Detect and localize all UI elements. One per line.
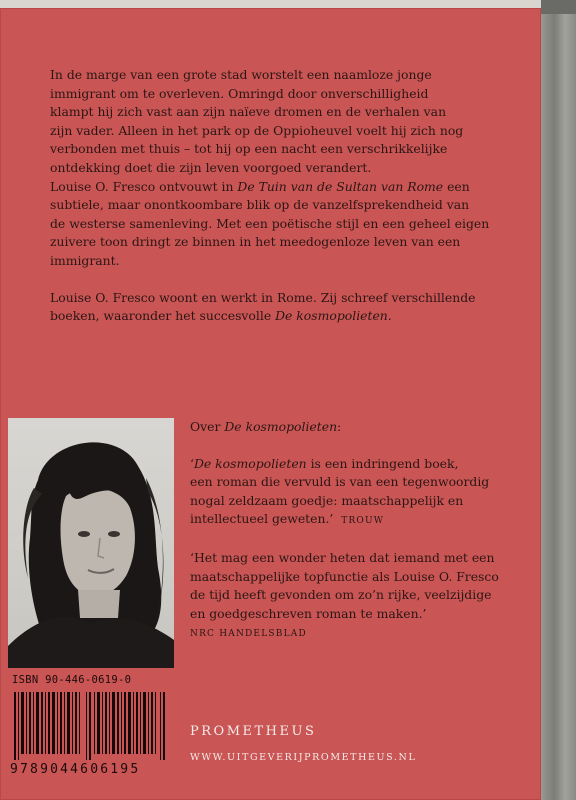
- review-source: TROUW: [341, 516, 385, 527]
- review-book-title: De kosmopolieten: [193, 455, 307, 471]
- reviews-heading-text: Over: [190, 419, 225, 434]
- reviewed-book-title: De kosmopolieten: [224, 419, 338, 434]
- blurb: [50, 66, 525, 326]
- blurb-text: Louise O. Fresco ontvouwt in: [50, 178, 238, 194]
- review-text: is een indringend boek,: [306, 455, 459, 471]
- barcode-area: [8, 668, 174, 778]
- publisher-logo: PROMETHEUS: [190, 724, 317, 739]
- blurb-line: zijn vader. Alleen in het park op de Oppioheuvel voelt hij zich nog: [50, 122, 464, 138]
- review-line: ‘Het mag een wonder heten dat iemand met een: [190, 549, 495, 565]
- isbn-label: ISBN 90-446-0619-0: [12, 674, 132, 686]
- barcode-icon: [12, 692, 170, 760]
- blurb-line: verbonden met thuis – tot hij op een nacht een verschrikkelijke: [50, 141, 448, 157]
- publisher-url: WWW.UITGEVERIJPROMETHEUS.NL: [190, 752, 417, 763]
- back-cover: [0, 8, 541, 800]
- author-bio-text: .: [387, 308, 392, 324]
- quote-mark: ‘: [190, 455, 194, 471]
- blurb-line: immigrant.: [50, 252, 120, 268]
- review-source: NRC HANDELSBLAD: [190, 629, 307, 640]
- blurb-line: immigrant om te overleven. Omringd door onverschilligheid: [50, 85, 429, 101]
- blurb-line: klampt hij zich vast aan zijn naïeve dromen en de verhalen van: [50, 104, 447, 120]
- review-line: [190, 455, 525, 474]
- blurb-text: een: [443, 178, 470, 194]
- paragraph-gap: [190, 437, 525, 455]
- blurb-line: de westerse samenleving. Met een poëtische stijl en een geheel eigen: [50, 215, 490, 231]
- review-line: [190, 510, 525, 531]
- blurb-line: zuivere toon dringt ze binnen in het meedogenloze leven van een: [50, 234, 461, 250]
- book-spine: [540, 0, 576, 800]
- paragraph-gap: [190, 531, 525, 549]
- blurb-line: subtiele, maar onontkoombare blik op de vanzelfsprekendheid van: [50, 197, 470, 213]
- review-line: en goedgeschreven roman te maken.’: [190, 605, 427, 621]
- paragraph-gap: [50, 271, 525, 289]
- author-bio-line: Louise O. Fresco woont en werkt in Rome. Zij schreef verschillende: [50, 289, 476, 305]
- review-line: de tijd heeft gevonden om zo’n rijke, veelzijdige: [190, 587, 492, 603]
- author-bio-line: [50, 307, 525, 326]
- previous-book-title: De kosmopolieten: [275, 308, 388, 324]
- reviews: [190, 418, 525, 644]
- review-source-line: [190, 623, 525, 644]
- author-bio-text: boeken, waaronder het succesvolle: [50, 308, 276, 324]
- author-photo: [8, 418, 174, 668]
- blurb-line: ontdekking doet die zijn leven voorgoed verandert.: [50, 159, 372, 175]
- book-title: De Tuin van de Sultan van Rome: [237, 178, 444, 194]
- review-line: een roman die vervuld is van een tegenwoordig: [190, 474, 490, 490]
- reviews-heading: [190, 418, 525, 437]
- blurb-line: In de marge van een grote stad worstelt een naamloze jonge: [50, 67, 432, 82]
- reviews-heading-text: :: [337, 419, 342, 434]
- spine-top-edge: [540, 0, 576, 14]
- review-text: intellectueel geweten.’: [190, 511, 334, 527]
- blurb-line: [50, 178, 525, 197]
- review-line: nogal zeldzaam goedje: maatschappelijk en: [190, 492, 464, 508]
- review-line: maatschappelijke topfunctie als Louise O. Fresco: [190, 568, 499, 584]
- ean-number: 9789044606195: [10, 762, 141, 777]
- author-portrait: [8, 418, 174, 668]
